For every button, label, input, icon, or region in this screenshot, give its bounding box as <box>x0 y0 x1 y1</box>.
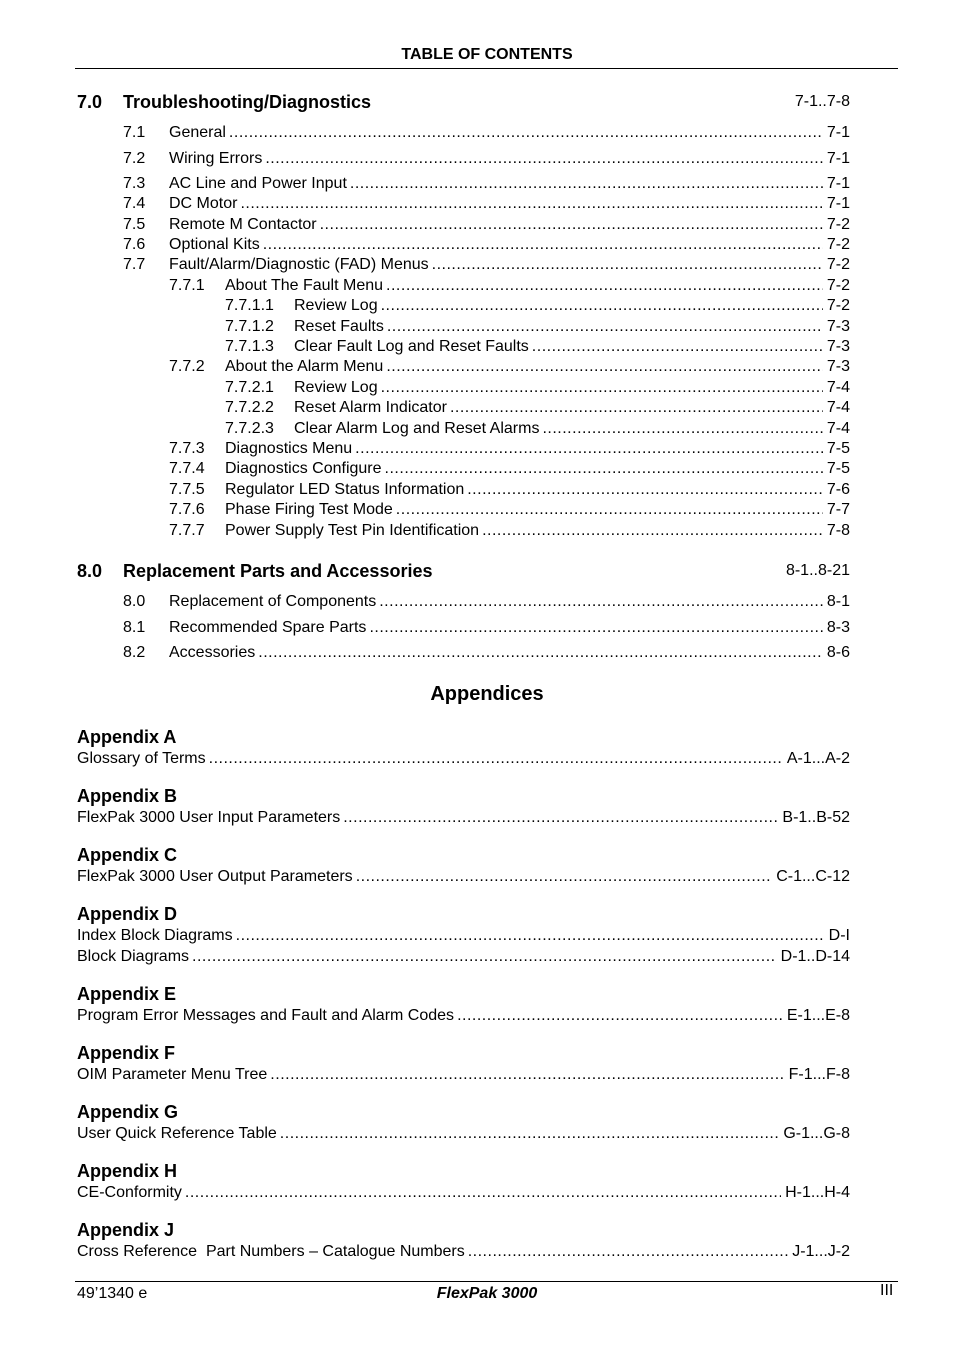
appendix-b-heading: Appendix B <box>77 786 178 806</box>
dot-leader <box>396 500 823 520</box>
section-title: Replacement Parts and Accessories <box>123 561 433 581</box>
toc-entry[interactable] <box>0 398 850 418</box>
toc-entry-line <box>294 398 850 418</box>
toc-entry-number: 7.6 <box>123 236 146 253</box>
toc-entry-page: 7-3 <box>826 338 850 355</box>
appendix-entry[interactable] <box>0 1006 850 1026</box>
toc-entry-line <box>294 378 850 398</box>
toc-entry[interactable] <box>0 276 850 296</box>
toc-entry-number: 7.7.1.2 <box>225 318 274 335</box>
dot-leader <box>532 337 823 357</box>
dot-leader <box>432 255 823 275</box>
toc-entry-label: Reset Alarm Indicator <box>294 399 447 416</box>
appendix-entry[interactable] <box>0 947 850 967</box>
dot-leader <box>457 1006 783 1026</box>
toc-entry-label: Wiring Errors <box>169 150 263 167</box>
toc-entry[interactable] <box>0 480 850 500</box>
dot-leader <box>270 1065 784 1085</box>
toc-entry-label: General <box>169 124 226 141</box>
toc-entry-line <box>225 357 850 377</box>
toc-entry-page: 7-4 <box>826 420 850 437</box>
toc-entry-number: 7.7.1 <box>169 277 205 294</box>
section-page-range: 7-1..7-8 <box>794 93 850 110</box>
toc-entry-number: 7.7.1.1 <box>225 297 274 314</box>
toc-entry[interactable] <box>0 357 850 377</box>
toc-entry[interactable] <box>0 255 850 275</box>
dot-leader <box>482 521 823 541</box>
toc-entry[interactable] <box>0 194 850 214</box>
toc-entry-label: Block Diagrams <box>77 948 190 965</box>
dot-leader <box>386 357 823 377</box>
toc-entry-line <box>77 947 850 967</box>
toc-entry-page: D-I <box>828 927 850 944</box>
toc-entry-label: Review Log <box>294 297 378 314</box>
toc-entry-line <box>77 926 850 946</box>
toc-entry-label: Optional Kits <box>169 236 260 253</box>
toc-entry-page: 7-3 <box>826 358 850 375</box>
page-header-title: TABLE OF CONTENTS <box>401 46 573 63</box>
toc-entry-number: 7.1 <box>123 124 146 141</box>
toc-entry-page: 7-7 <box>826 501 850 518</box>
appendix-e-heading: Appendix E <box>77 984 177 1004</box>
toc-entry-line <box>77 1183 850 1203</box>
toc-entry[interactable] <box>0 643 850 663</box>
dot-leader <box>467 480 823 500</box>
toc-entry[interactable] <box>0 592 850 612</box>
toc-entry-page: H-1...H-4 <box>785 1184 850 1201</box>
toc-entry-label: Clear Alarm Log and Reset Alarms <box>294 420 540 437</box>
toc-entry-line <box>77 808 850 828</box>
toc-entry-label: Regulator LED Status Information <box>225 481 465 498</box>
toc-entry-page: 8-1 <box>826 593 850 610</box>
toc-entry-page: J-1...J-2 <box>792 1243 850 1260</box>
toc-entry-label: Recommended Spare Parts <box>169 619 367 636</box>
appendix-d-heading: Appendix D <box>77 904 178 924</box>
toc-entry-label: About The Fault Menu <box>225 277 384 294</box>
toc-entry-line <box>294 337 850 357</box>
dot-leader <box>263 235 823 255</box>
toc-entry[interactable] <box>0 439 850 459</box>
header-rule <box>75 68 898 69</box>
toc-entry[interactable] <box>0 419 850 439</box>
toc-entry-number: 7.7.2.2 <box>225 399 274 416</box>
toc-entry-page: 7-3 <box>826 318 850 335</box>
toc-entry-label: Index Block Diagrams <box>77 927 233 944</box>
section-title: Troubleshooting/Diagnostics <box>123 92 372 112</box>
toc-entry-page: 7-5 <box>826 440 850 457</box>
appendix-entry[interactable] <box>0 808 850 828</box>
toc-entry-label: Replacement of Components <box>169 593 377 610</box>
toc-entry[interactable] <box>0 296 850 316</box>
dot-leader <box>192 947 777 967</box>
toc-entry-label: Remote M Contactor <box>169 216 317 233</box>
toc-entry[interactable] <box>0 378 850 398</box>
dot-leader <box>185 1183 781 1203</box>
toc-entry-line <box>169 255 850 275</box>
toc-entry[interactable] <box>0 123 850 143</box>
dot-leader <box>450 398 823 418</box>
toc-entry-number: 7.7.2.1 <box>225 379 274 396</box>
toc-entry-label: Diagnostics Configure <box>225 460 382 477</box>
toc-entry-label: AC Line and Power Input <box>169 175 347 192</box>
toc-entry[interactable] <box>0 500 850 520</box>
toc-entry-page: 7-2 <box>826 236 850 253</box>
toc-entry-page: 7-1 <box>826 195 850 212</box>
toc-entry-number: 7.7.2.3 <box>225 420 274 437</box>
toc-entry-label: Program Error Messages and Fault and Alarm Codes <box>77 1007 455 1024</box>
toc-entry[interactable] <box>0 618 850 638</box>
toc-entry-page: C-1...C-12 <box>776 868 850 885</box>
toc-entry-label: Accessories <box>169 644 256 661</box>
toc-entry-number: 8.0 <box>123 593 146 610</box>
section-page-range: 8-1..8-21 <box>785 562 850 579</box>
toc-entry-label: User Quick Reference Table <box>77 1125 277 1142</box>
toc-entry-number: 7.7.4 <box>169 460 205 477</box>
toc-entry[interactable] <box>0 174 850 194</box>
toc-entry-page: 7-4 <box>826 399 850 416</box>
dot-leader <box>209 749 783 769</box>
toc-entry[interactable] <box>0 337 850 357</box>
toc-entry[interactable] <box>0 215 850 235</box>
toc-entry-number: 7.7.6 <box>169 501 205 518</box>
toc-entry-page: 7-2 <box>826 297 850 314</box>
toc-entry-line <box>77 749 850 769</box>
toc-entry-label: Glossary of Terms <box>77 750 206 767</box>
toc-entry-page: B-1..B-52 <box>782 809 850 826</box>
toc-entry-page: 7-2 <box>826 256 850 273</box>
toc-entry-page: 7-1 <box>826 175 850 192</box>
toc-entry-line <box>225 480 850 500</box>
toc-entry-number: 7.2 <box>123 150 146 167</box>
toc-entry-number: 8.1 <box>123 619 146 636</box>
appendix-entry[interactable] <box>0 867 850 887</box>
toc-entry-label: Diagnostics Menu <box>225 440 353 457</box>
toc-entry-number: 7.7.2 <box>169 358 205 375</box>
toc-entry-line <box>77 1065 850 1085</box>
toc-entry-page: A-1...A-2 <box>786 750 850 767</box>
toc-entry-page: 7-1 <box>826 150 850 167</box>
toc-entry-line <box>294 317 850 337</box>
toc-entry-page: 7-2 <box>826 216 850 233</box>
toc-entry-number: 7.7.1.3 <box>225 338 274 355</box>
toc-entry-label: CE-Conformity <box>77 1184 182 1201</box>
toc-entry-line <box>225 459 850 479</box>
dot-leader <box>385 459 823 479</box>
toc-entry-line <box>169 215 850 235</box>
section-number: 7.0 <box>77 92 103 112</box>
dot-leader <box>240 194 822 214</box>
dot-leader <box>229 123 823 143</box>
toc-entry[interactable] <box>0 459 850 479</box>
dot-leader <box>386 276 823 296</box>
dot-leader <box>381 296 823 316</box>
toc-entry-line <box>225 521 850 541</box>
dot-leader <box>350 174 823 194</box>
toc-entry-line <box>169 149 850 169</box>
toc-entry-page: F-1...F-8 <box>788 1066 850 1083</box>
appendix-f-heading: Appendix F <box>77 1043 175 1063</box>
dot-leader <box>542 419 822 439</box>
toc-entry-line <box>225 439 850 459</box>
toc-entry-label: Phase Firing Test Mode <box>225 501 393 518</box>
toc-entry-page: 7-8 <box>826 522 850 539</box>
toc-entry-line <box>294 419 850 439</box>
toc-entry-label: FlexPak 3000 User Input Parameters <box>77 809 341 826</box>
toc-entry-page: E-1...E-8 <box>786 1007 850 1024</box>
toc-entry-number: 8.2 <box>123 644 146 661</box>
toc-entry-page: 7-6 <box>826 481 850 498</box>
toc-entry-line <box>225 500 850 520</box>
dot-leader <box>355 439 823 459</box>
appendix-entry[interactable] <box>0 1124 850 1144</box>
toc-entry-number: 7.7 <box>123 256 146 273</box>
dot-leader <box>468 1242 788 1262</box>
toc-entry-line <box>77 1124 850 1144</box>
toc-entry-line <box>294 296 850 316</box>
appendix-a-heading: Appendix A <box>77 727 177 747</box>
toc-entry-line <box>77 1242 850 1262</box>
toc-entry-line <box>169 643 850 663</box>
dot-leader <box>381 378 823 398</box>
toc-entry-page: 8-6 <box>826 644 850 661</box>
toc-entry-number: 7.4 <box>123 195 146 212</box>
appendix-h-heading: Appendix H <box>77 1161 178 1181</box>
toc-entry-line <box>169 618 850 638</box>
dot-leader <box>236 926 825 946</box>
toc-entry-label: Clear Fault Log and Reset Faults <box>294 338 529 355</box>
toc-entry-line <box>169 194 850 214</box>
toc-entry-number: 7.7.5 <box>169 481 205 498</box>
toc-entry-label: DC Motor <box>169 195 238 212</box>
toc-entry-line <box>225 276 850 296</box>
toc-entry-label: Cross Reference Part Numbers – Catalogue Numbers <box>77 1243 465 1260</box>
dot-leader <box>369 618 822 638</box>
toc-entry[interactable] <box>0 317 850 337</box>
toc-entry-label: Fault/Alarm/Diagnostic (FAD) Menus <box>169 256 429 273</box>
dot-leader <box>387 317 823 337</box>
dot-leader <box>265 149 823 169</box>
toc-entry-label: FlexPak 3000 User Output Parameters <box>77 868 353 885</box>
toc-entry-page: 7-4 <box>826 379 850 396</box>
toc-entry-label: OIM Parameter Menu Tree <box>77 1066 268 1083</box>
toc-entry-page: 7-1 <box>826 124 850 141</box>
dot-leader <box>343 808 778 828</box>
appendix-entry[interactable] <box>0 1242 850 1262</box>
toc-entry[interactable] <box>0 521 850 541</box>
dot-leader <box>258 643 823 663</box>
toc-entry-label: About the Alarm Menu <box>225 358 384 375</box>
toc-entry-page: D-1..D-14 <box>780 948 850 965</box>
toc-entry-page: 7-5 <box>826 460 850 477</box>
toc-entry-number: 7.5 <box>123 216 146 233</box>
toc-entry-number: 7.7.3 <box>169 440 205 457</box>
toc-entry-line <box>169 174 850 194</box>
appendix-g-heading: Appendix G <box>77 1102 179 1122</box>
appendices-title: Appendices <box>430 683 544 705</box>
toc-entry-label: Review Log <box>294 379 378 396</box>
toc-entry-line <box>77 1006 850 1026</box>
appendix-entry[interactable] <box>0 926 850 946</box>
toc-entry-page: 7-2 <box>826 277 850 294</box>
toc-entry[interactable] <box>0 235 850 255</box>
toc-entry-label: Reset Faults <box>294 318 384 335</box>
toc-entry-label: Power Supply Test Pin Identification <box>225 522 480 539</box>
toc-entry-line <box>169 592 850 612</box>
footer-page-number: III <box>880 1282 894 1299</box>
footer-rule <box>75 1281 898 1282</box>
dot-leader <box>320 215 823 235</box>
toc-entry-page: 8-3 <box>826 619 850 636</box>
toc-entry-page: G-1...G-8 <box>783 1125 850 1142</box>
toc-entry[interactable] <box>0 149 850 169</box>
dot-leader <box>379 592 823 612</box>
appendix-entry[interactable] <box>0 1065 850 1085</box>
appendix-entry[interactable] <box>0 1183 850 1203</box>
appendix-c-heading: Appendix C <box>77 845 178 865</box>
toc-entry-number: 7.7.7 <box>169 522 205 539</box>
appendix-j-heading: Appendix J <box>77 1220 175 1240</box>
toc-entry-line <box>77 867 850 887</box>
dot-leader <box>356 867 773 887</box>
toc-entry-line <box>169 123 850 143</box>
footer-product-name: FlexPak 3000 <box>436 1285 538 1302</box>
toc-entry-line <box>169 235 850 255</box>
section-number: 8.0 <box>77 561 103 581</box>
appendix-entry[interactable] <box>0 749 850 769</box>
toc-entry-number: 7.3 <box>123 175 146 192</box>
footer-doc-number: 49’1340 e <box>77 1285 148 1302</box>
dot-leader <box>280 1124 780 1144</box>
